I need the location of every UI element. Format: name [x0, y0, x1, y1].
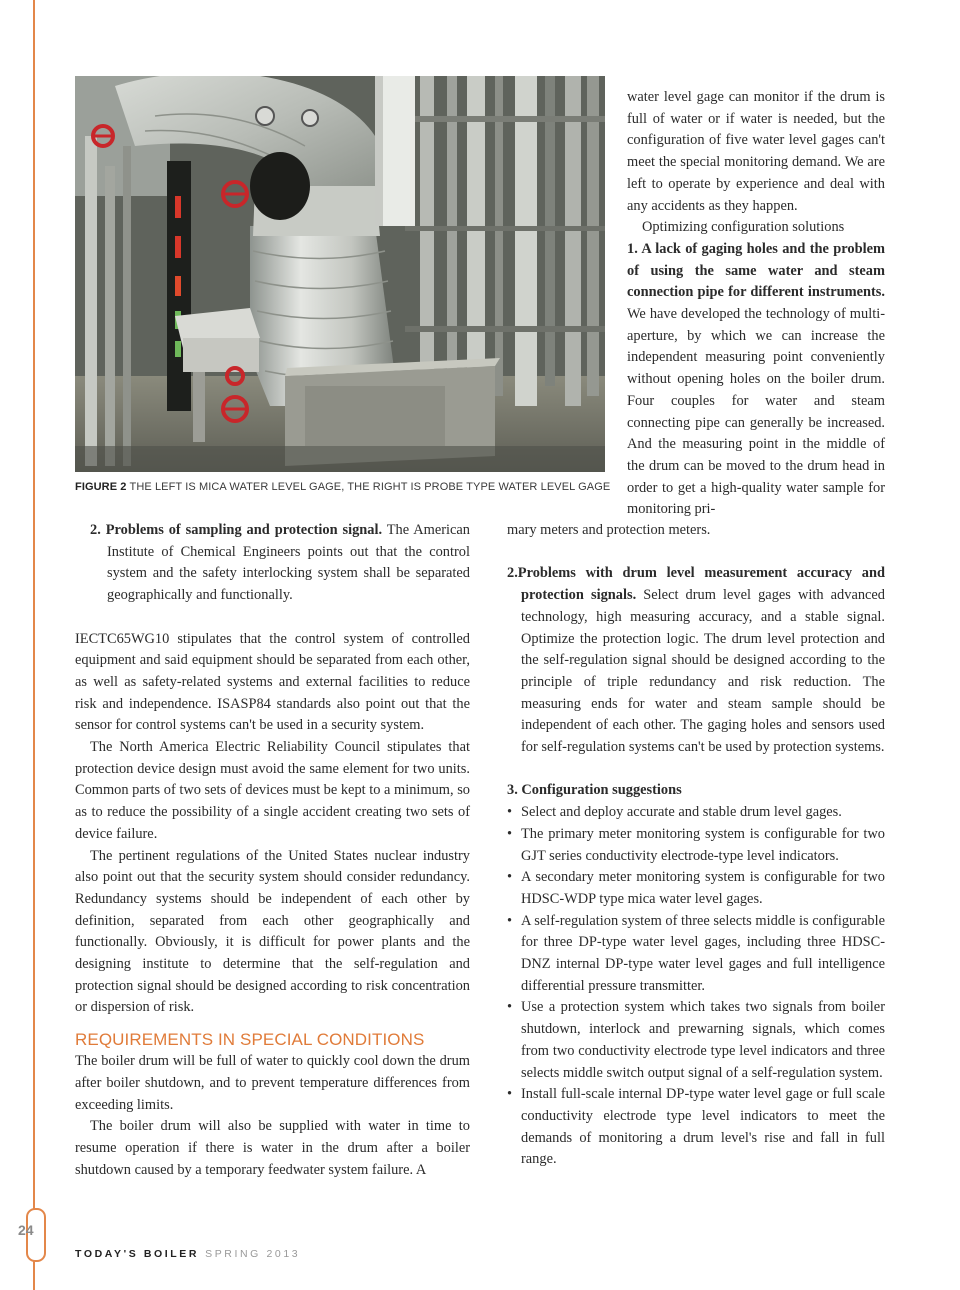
- left-margin-rule: [33, 0, 35, 1290]
- right-column: [507, 520, 885, 1171]
- item-3-heading: [507, 780, 885, 802]
- item-1-text: We have developed the technology of multi-aperture, by which we can increase the independent measuring point conveniently without opening holes on the boiler drum. Four couples for water and steam connecting pipe can generally be increased. And the measuring point in the middle of the drum can be moved to the drum head in order to get a high-quality water sample for monitoring pri-: [627, 306, 885, 518]
- figure-caption-text: THE LEFT IS MICA WATER LEVEL GAGE, THE RIGHT IS PROBE TYPE WATER LEVEL GAGE: [129, 481, 611, 493]
- bullet-icon: •: [507, 804, 513, 821]
- item-2-heading: 2. Problems of sampling and protection signal.: [90, 522, 383, 538]
- bullet-icon: •: [507, 1086, 513, 1103]
- bullet-icon: •: [507, 825, 513, 842]
- spacer: [507, 542, 885, 564]
- item-1-heading: 1. A lack of gaging holes and the problem of using the same water and steam connection pipe for different instruments.: [627, 240, 885, 301]
- list-item-text: Select and deploy accurate and stable drum level gages.: [521, 804, 842, 821]
- figure-caption: [75, 481, 615, 493]
- spacer: [75, 607, 470, 629]
- item-3-heading-text: 3. Configuration suggestions: [507, 782, 682, 799]
- item-2-accuracy: [507, 563, 885, 758]
- bullet-icon: •: [507, 999, 513, 1016]
- page-number: 24: [18, 1222, 34, 1238]
- item-2-text: The American Institute of Chemical Engineers points out that the control system and the safety interlocking system shall be separated geographically and functionally.: [107, 522, 471, 604]
- list-item-text: Install full-scale internal DP-type water level gage or full scale conductivity electrode type level indicators to meet the demands of monitoring a drum level's rise and fall in full range.: [521, 1086, 885, 1168]
- list-item: [507, 824, 885, 867]
- bullet-icon: •: [507, 912, 513, 929]
- section-heading: REQUIREMENTS IN SPECIAL CONDITIONS: [75, 1030, 425, 1050]
- paragraph: water level gage can monitor if the drum is full of water or if water is needed, but the configuration of five water level gages can't meet the special monitoring demand. We are left to operate by experience and deal with any accidents as they happen.: [627, 89, 885, 214]
- paragraph-iec: IECTC65WG10 stipulates that the control system of controlled equipment and said equipment should be separated from each other, as well as safety-related systems and external facilities to reduce risk and independence. ISASP84 standards also point out that the sensor for control systems can't be used in a security system.: [75, 630, 470, 734]
- issue-label: SPRING 2013: [205, 1248, 301, 1260]
- left-column: [75, 520, 470, 1181]
- paragraph-requirements-2: The boiler drum will also be supplied with water in time to resume operation if there is water in the drum after a boiler shutdown caused by a temporary feedwater system failure. A: [75, 1118, 470, 1178]
- list-item: [507, 802, 885, 824]
- paragraph-gaging-holes: [627, 239, 885, 521]
- list-item-text: A secondary meter monitoring system is configurable for two HDSC-WDP type mica water level gages.: [521, 869, 885, 907]
- item-2-accuracy-text: Select drum level gages with advanced technology, high measuring accuracy, and a stable signal. Optimize the protection logic. The drum level protection and the self-regulation signal should be designed according to the principle of triple redundancy and risk reduction. The measuring ends for water and steam sample should be independent of each other. The gaging holes and sensors used for self-regulation systems can't be used by protection systems.: [521, 587, 885, 756]
- figure-label: FIGURE 2: [75, 481, 127, 493]
- configuration-list: [507, 802, 885, 1171]
- list-item-text: A self-regulation system of three selects middle is configurable for three DP-type water level gages, including three HDSC-DNZ internal DP-type water level gages and full intelligence differential pressure transmitter.: [521, 912, 885, 994]
- item-2-sampling: [75, 520, 470, 607]
- right-column-top: [627, 87, 885, 521]
- list-item-text: Use a protection system which takes two signals from boiler shutdown, interlock and prewarning signals, which comes from two conductivity electrode type level indicators and three selects middle switch output signal of a self-regulation system.: [521, 999, 885, 1081]
- paragraph-nuclear: The pertinent regulations of the United States nuclear industry also point out that the security system should consider redundancy. Redundancy systems should be independent of each other by definition, separated from each other geographically and functionally. Obviously, it is difficult for power plants and the designing institute to determine that the self-regulation and protection signal should be designed according to risk concentration or dispersion of risk.: [75, 847, 470, 1016]
- item-2-accuracy-heading: 2.Problems with drum level measurement accuracy and protection signals.: [507, 565, 885, 604]
- page-footer: [75, 1248, 300, 1260]
- magazine-name: TODAY'S BOILER: [75, 1248, 200, 1260]
- continuation-text: mary meters and protection meters.: [507, 522, 711, 538]
- subheading-optimizing: Optimizing configuration solutions: [642, 219, 845, 236]
- bullet-icon: •: [507, 869, 513, 886]
- paragraph-requirements-1: The boiler drum will be full of water to quickly cool down the drum after boiler shutdown, and to prevent temperature differences from exceeding limits.: [75, 1053, 470, 1113]
- spacer: [507, 759, 885, 781]
- list-item: [507, 911, 885, 998]
- list-item: [507, 997, 885, 1084]
- paragraph-nerc: The North America Electric Reliability Council stipulates that protection device design must avoid the same element for two units. Common parts of two sets of devices must be kept to a minimum, so as to reduce the possibility of a single accident creating two sets of device failure.: [75, 739, 470, 842]
- list-item: [507, 867, 885, 910]
- list-item: [507, 1084, 885, 1171]
- list-item-text: The primary meter monitoring system is configurable for two GJT series conductivity electrode-type level indicators.: [521, 825, 885, 864]
- boiler-photo: [75, 76, 605, 472]
